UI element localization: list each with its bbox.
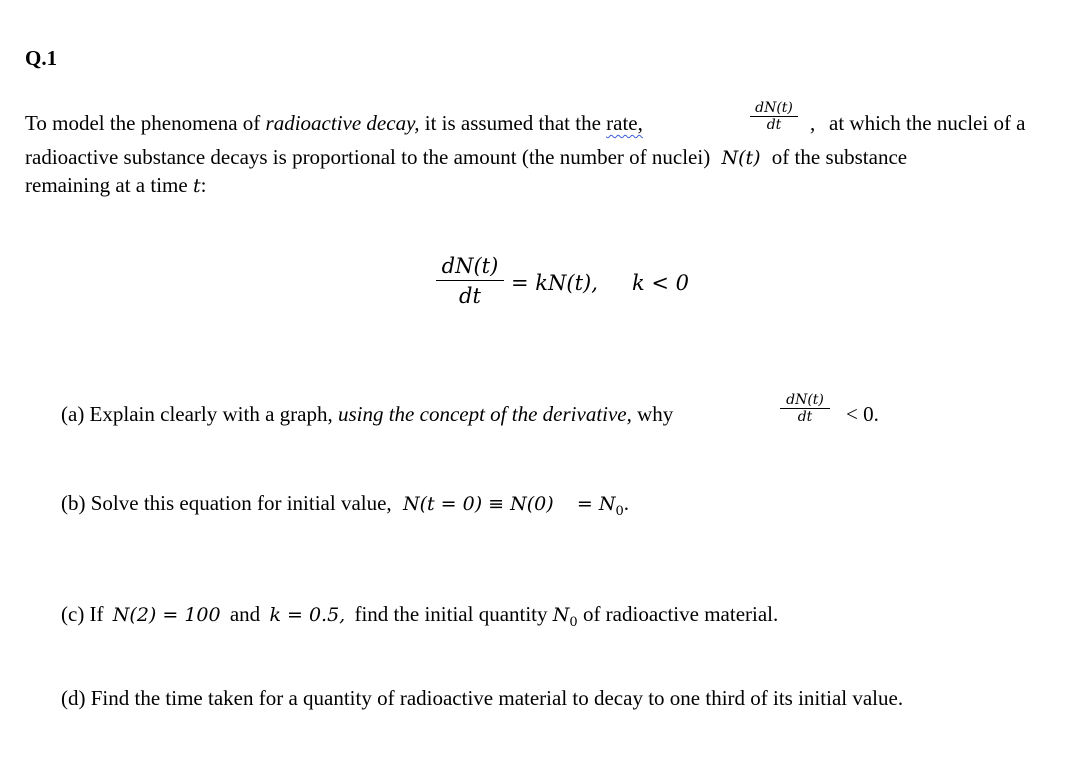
part-b-text: (b) Solve this equation for initial value, $N(t = 0) \equiv N(0) = N_0$. — [61, 491, 630, 519]
equation-rhs: = kN(t), — [511, 271, 598, 295]
equation-denominator: dt — [459, 284, 481, 308]
part-c-text: (c) If N(2) = 100 and k = 0.5, find the initial quantity $N_0$ of radioactive material. — [61, 602, 779, 630]
rate-fraction-denominator: dt — [766, 117, 782, 133]
intro-line-3: remaining at a time t: — [25, 173, 207, 197]
part-a-denominator: dt — [797, 409, 813, 425]
part-b-N0: = $N_0$ — [576, 493, 624, 519]
part-c-N0: $N_0$ — [552, 604, 578, 630]
part-a-tail: < 0. — [846, 402, 879, 426]
part-c-N2: N(2) = 100 — [112, 604, 221, 626]
equation-fraction — [436, 254, 504, 308]
intro-line-1-comma: , — [810, 111, 816, 135]
intro-math-N-of-t: N(t) — [721, 147, 761, 169]
intro-line-2: radioactive substance decays is proportional to the amount (the number of nuclei) N(t) of the substance — [25, 145, 908, 169]
intro-line-1: To model the phenomena of radioactive decay, it is assumed that the rate, — [25, 111, 643, 135]
rate-fraction — [750, 100, 798, 133]
part-a-numerator: dN(t) — [786, 392, 824, 408]
rate-word: rate, — [606, 111, 643, 135]
intro-math-t: t — [192, 175, 201, 197]
rate-fraction-numerator: dN(t) — [755, 100, 793, 116]
part-d-text: (d) Find the time taken for a quantity of radioactive material to decay to one third of its initial value. — [61, 686, 904, 710]
equation-condition: k < 0 — [632, 271, 690, 295]
part-a-fraction — [780, 392, 830, 425]
part-c-k: k = 0.5, — [269, 604, 346, 626]
part-b-initial-condition: N(t = 0) ≡ N(0) — [402, 493, 554, 515]
part-a-italic: using the concept of the derivative, — [337, 402, 632, 426]
intro-line-1-suffix: at which the nuclei of a — [829, 111, 1026, 135]
equation-numerator: dN(t) — [441, 254, 499, 278]
part-a-text: (a) Explain clearly with a graph, using the concept of the derivative, why — [61, 402, 674, 426]
question-title: Q.1 — [25, 46, 58, 70]
intro-italic-term: radioactive decay, — [265, 111, 420, 135]
